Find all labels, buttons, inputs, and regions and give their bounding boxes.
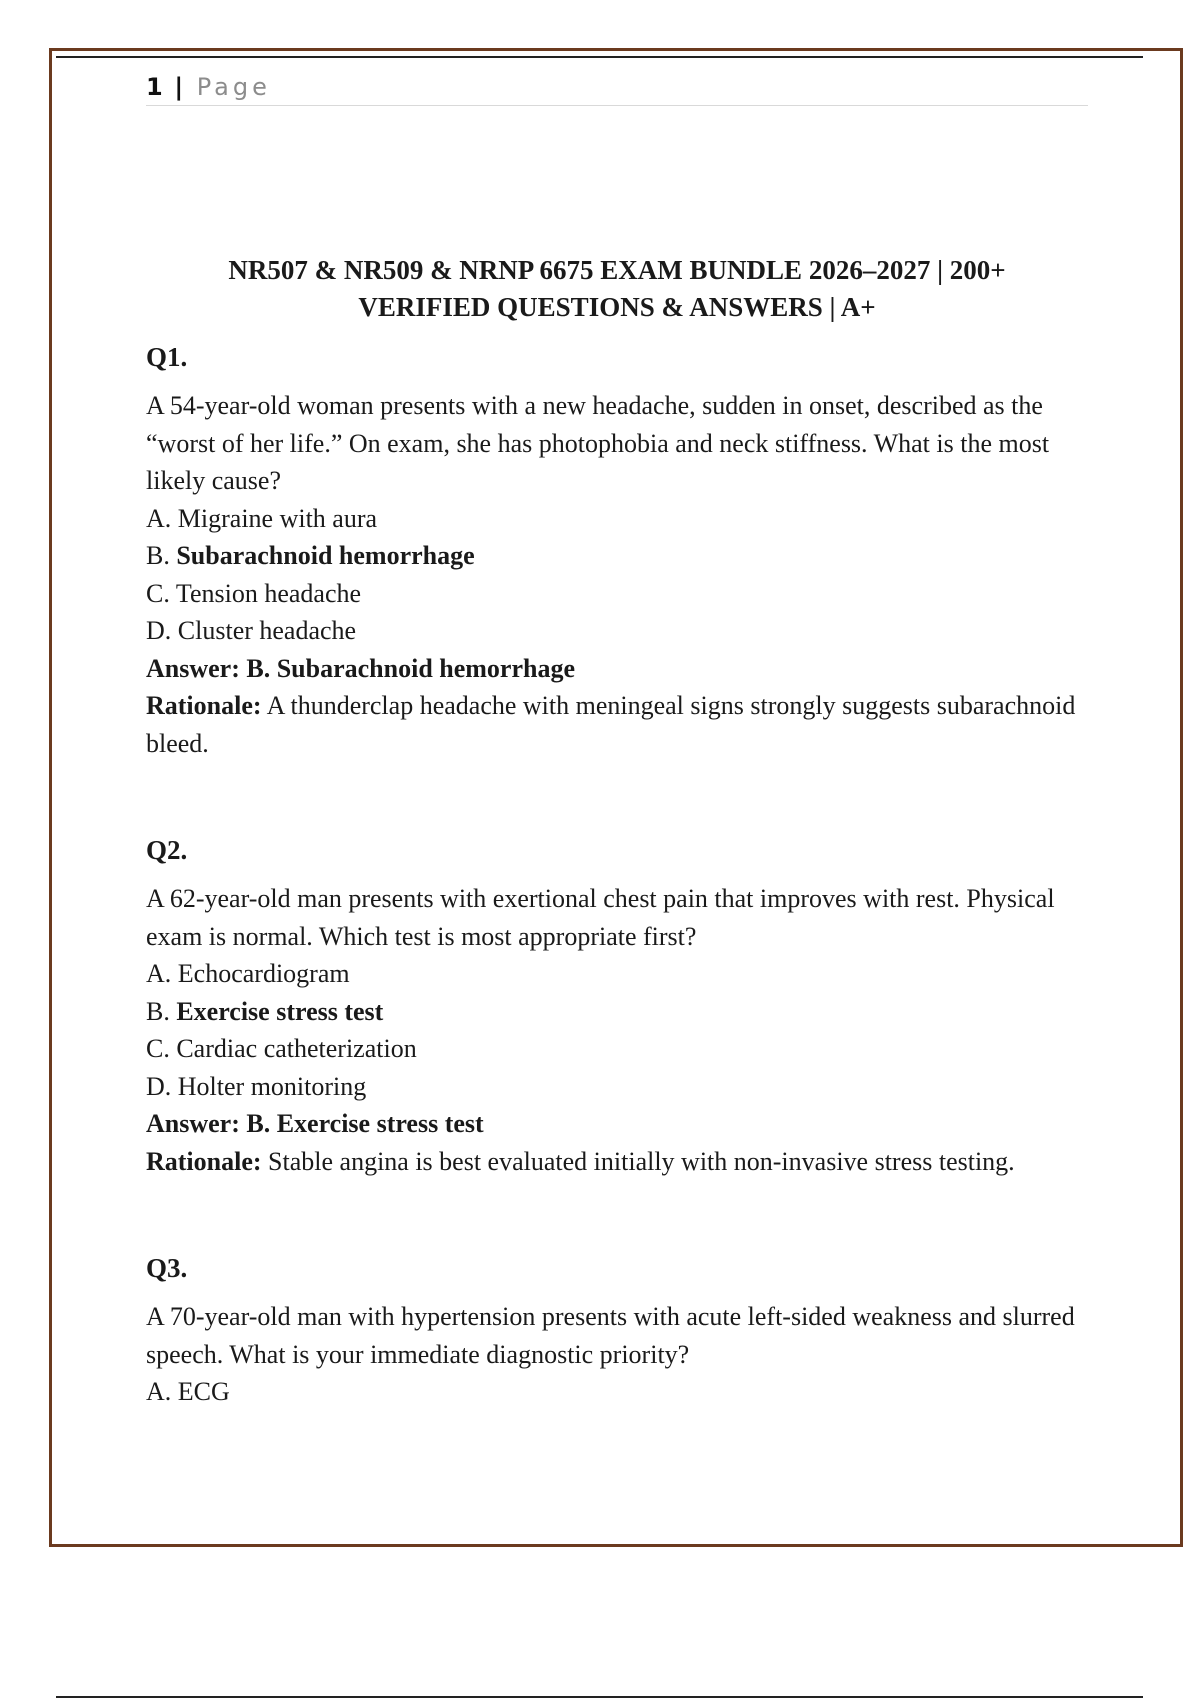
option-text: Cluster headache: [177, 616, 357, 645]
question-label: Q2.: [146, 835, 188, 865]
option-a: [146, 500, 1096, 538]
question-1: [146, 339, 1096, 762]
rationale: [146, 687, 1096, 762]
rationale-label: Rationale:: [146, 691, 262, 720]
document-body: [146, 252, 1096, 1411]
page-separator: |: [174, 73, 184, 101]
question-text: A 70-year-old man with hypertension presents with acute left-sided weakness and slurred speech. What is your immediate diagnostic priority?: [146, 1302, 1075, 1369]
answer-line: Answer: B. Exercise stress test: [146, 1109, 484, 1138]
option-letter: C.: [146, 1034, 170, 1063]
rationale: [146, 1143, 1096, 1181]
page-word: Page: [196, 73, 271, 101]
title-line-2: VERIFIED QUESTIONS & ANSWERS | A+: [358, 292, 876, 322]
page-number: 1: [146, 73, 163, 101]
option-letter: A.: [146, 1377, 172, 1406]
option-text: Echocardiogram: [177, 959, 350, 988]
option-b: [146, 993, 1096, 1031]
option-a: [146, 955, 1096, 993]
title-line-1: NR507 & NR509 & NRNP 6675 EXAM BUNDLE 2026–2027 | 200+: [228, 255, 1006, 285]
top-rule: [56, 56, 1143, 58]
option-text: Migraine with aura: [177, 503, 378, 533]
option-text-correct: Subarachnoid hemorrhage: [176, 541, 475, 570]
option-letter: A.: [146, 959, 172, 988]
option-letter: A.: [146, 503, 172, 533]
question-label: Q1.: [146, 342, 188, 372]
option-text-correct: Exercise stress test: [176, 996, 384, 1026]
option-text: Tension headache: [175, 578, 362, 608]
option-c: [146, 1030, 1096, 1068]
question-3: [146, 1250, 1096, 1411]
option-b: [146, 537, 1096, 575]
page-header: [146, 70, 1088, 106]
option-letter: D.: [146, 616, 172, 645]
rationale-label: Rationale:: [146, 1146, 262, 1176]
question-text: A 54-year-old woman presents with a new headache, sudden in onset, described as the “worst of her life.” On exam, she has photophobia and neck stiffness. What is the most likely cause?: [146, 391, 1050, 495]
rationale-text: A thunderclap headache with meningeal signs strongly suggests subarachnoid bleed.: [146, 691, 1076, 758]
option-letter: B.: [146, 541, 170, 570]
option-letter: B.: [146, 996, 170, 1026]
option-c: [146, 575, 1096, 613]
question-label: Q3.: [146, 1253, 188, 1283]
answer-line: Answer: B. Subarachnoid hemorrhage: [146, 653, 576, 683]
option-text: Cardiac catheterization: [176, 1034, 417, 1063]
question-2: [146, 832, 1096, 1180]
bottom-rule: [56, 1696, 1143, 1698]
document-title: [146, 252, 1088, 326]
option-d: [146, 1068, 1096, 1106]
option-letter: C.: [146, 578, 170, 608]
option-text: ECG: [177, 1377, 230, 1406]
option-text: Holter monitoring: [177, 1071, 367, 1101]
option-d: [146, 612, 1096, 650]
option-a: [146, 1373, 1096, 1411]
rationale-text: Stable angina is best evaluated initially with non-invasive stress testing.: [268, 1146, 1015, 1176]
question-text: A 62-year-old man presents with exertional chest pain that improves with rest. Physical exam is normal. Which test is most appropriate first?: [146, 884, 1055, 951]
option-letter: D.: [146, 1071, 172, 1101]
